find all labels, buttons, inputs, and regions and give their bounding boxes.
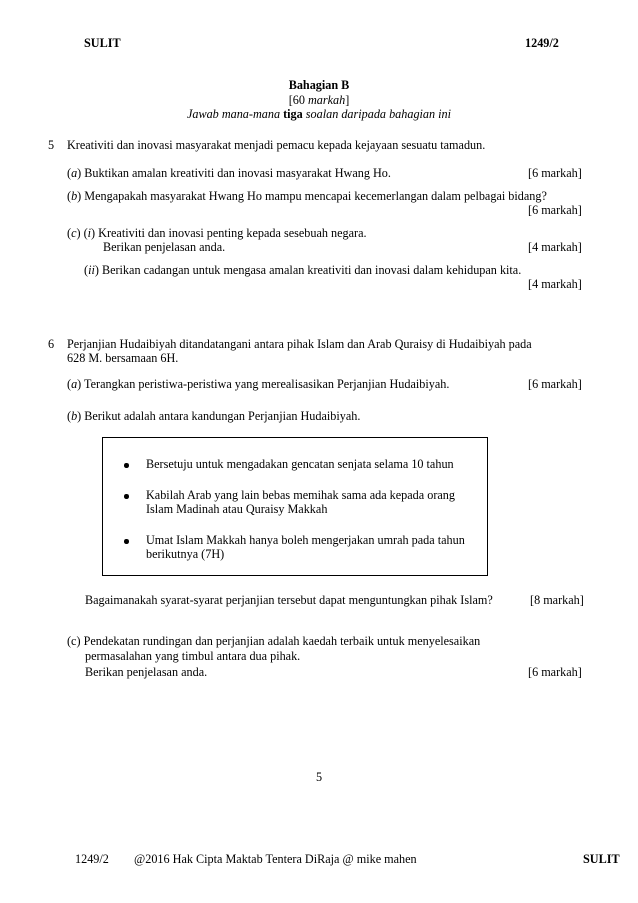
q6-c-line2: permasalahan yang timbul antara dua pihak. [85,649,301,663]
q5-b-text: (b) Mengapakah masyarakat Hwang Ho mampu mencapai kecemerlangan dalam pelbagai bidang? [67,189,547,203]
footer-copyright: @2016 Hak Cipta Maktab Tentera DiRaja @ mike mahen [134,852,417,866]
q6-b-marks: [8 markah] [530,593,584,607]
q6-stem-line2: 628 M. bersamaan 6H. [67,351,179,365]
q6-a-text: (a) Terangkan peristiwa-peristiwa yang merealisasikan Perjanjian Hudaibiyah. [67,377,450,391]
bullet-icon [124,539,129,544]
treaty-item-2-line1: Kabilah Arab yang lain bebas memihak sama ada kepada orang [146,488,455,502]
q6-number: 6 [48,337,55,351]
section-title: Bahagian B [288,78,350,92]
q5-number: 5 [48,138,55,152]
q5-stem: Kreativiti dan inovasi masyarakat menjadi pemacu kepada kejayaan sesuatu tamadun. [67,138,486,152]
q6-c-marks: [6 markah] [528,665,582,679]
footer-classification: SULIT [583,852,620,866]
q5-b-marks: [6 markah] [528,203,582,217]
treaty-item-3-line1: Umat Islam Makkah hanya boleh mengerjakan umrah pada tahun [146,533,465,547]
q6-b-question: Bagaimanakah syarat-syarat perjanjian tersebut dapat menguntungkan pihak Islam? [85,593,493,607]
header-paper-code: 1249/2 [525,36,559,50]
treaty-item-2-line2: Islam Madinah atau Quraisy Makkah [146,502,328,516]
header-classification: SULIT [84,36,121,50]
q5-c-i-text: (c) (i) Kreativiti dan inovasi penting kepada sesebuah negara. [67,226,367,240]
q5-a-marks: [6 markah] [528,166,582,180]
q6-stem-line1: Perjanjian Hudaibiyah ditandatangani antara pihak Islam dan Arab Quraisy di Hudaibiyah pada [67,337,532,351]
q5-c-i-text2: Berikan penjelasan anda. [103,240,226,254]
footer-paper-code: 1249/2 [75,852,109,866]
q6-c-line3: Berikan penjelasan anda. [85,665,208,679]
page-number: 5 [315,770,323,784]
q5-c-i-marks: [4 markah] [528,240,582,254]
bullet-icon [124,463,129,468]
q5-a-text: (a) Buktikan amalan kreativiti dan inovasi masyarakat Hwang Ho. [67,166,391,180]
treaty-item-1: Bersetuju untuk mengadakan gencatan senjata selama 10 tahun [146,457,454,471]
section-instruction: Jawab mana-mana tiga soalan daripada bahagian ini [186,107,452,121]
section-marks: [60 markah] [288,93,350,107]
bullet-icon [124,494,129,499]
treaty-item-3-line2: berikutnya (7H) [146,547,225,561]
q5-c-ii-marks: [4 markah] [528,277,582,291]
q6-b-text: (b) Berikut adalah antara kandungan Perjanjian Hudaibiyah. [67,409,361,423]
q5-c-ii-text: (ii) Berikan cadangan untuk mengasa amalan kreativiti dan inovasi dalam kehidupan kita. [84,263,522,277]
q6-a-marks: [6 markah] [528,377,582,391]
q6-c-line1: (c) Pendekatan rundingan dan perjanjian adalah kaedah terbaik untuk menyelesaikan [67,634,481,648]
